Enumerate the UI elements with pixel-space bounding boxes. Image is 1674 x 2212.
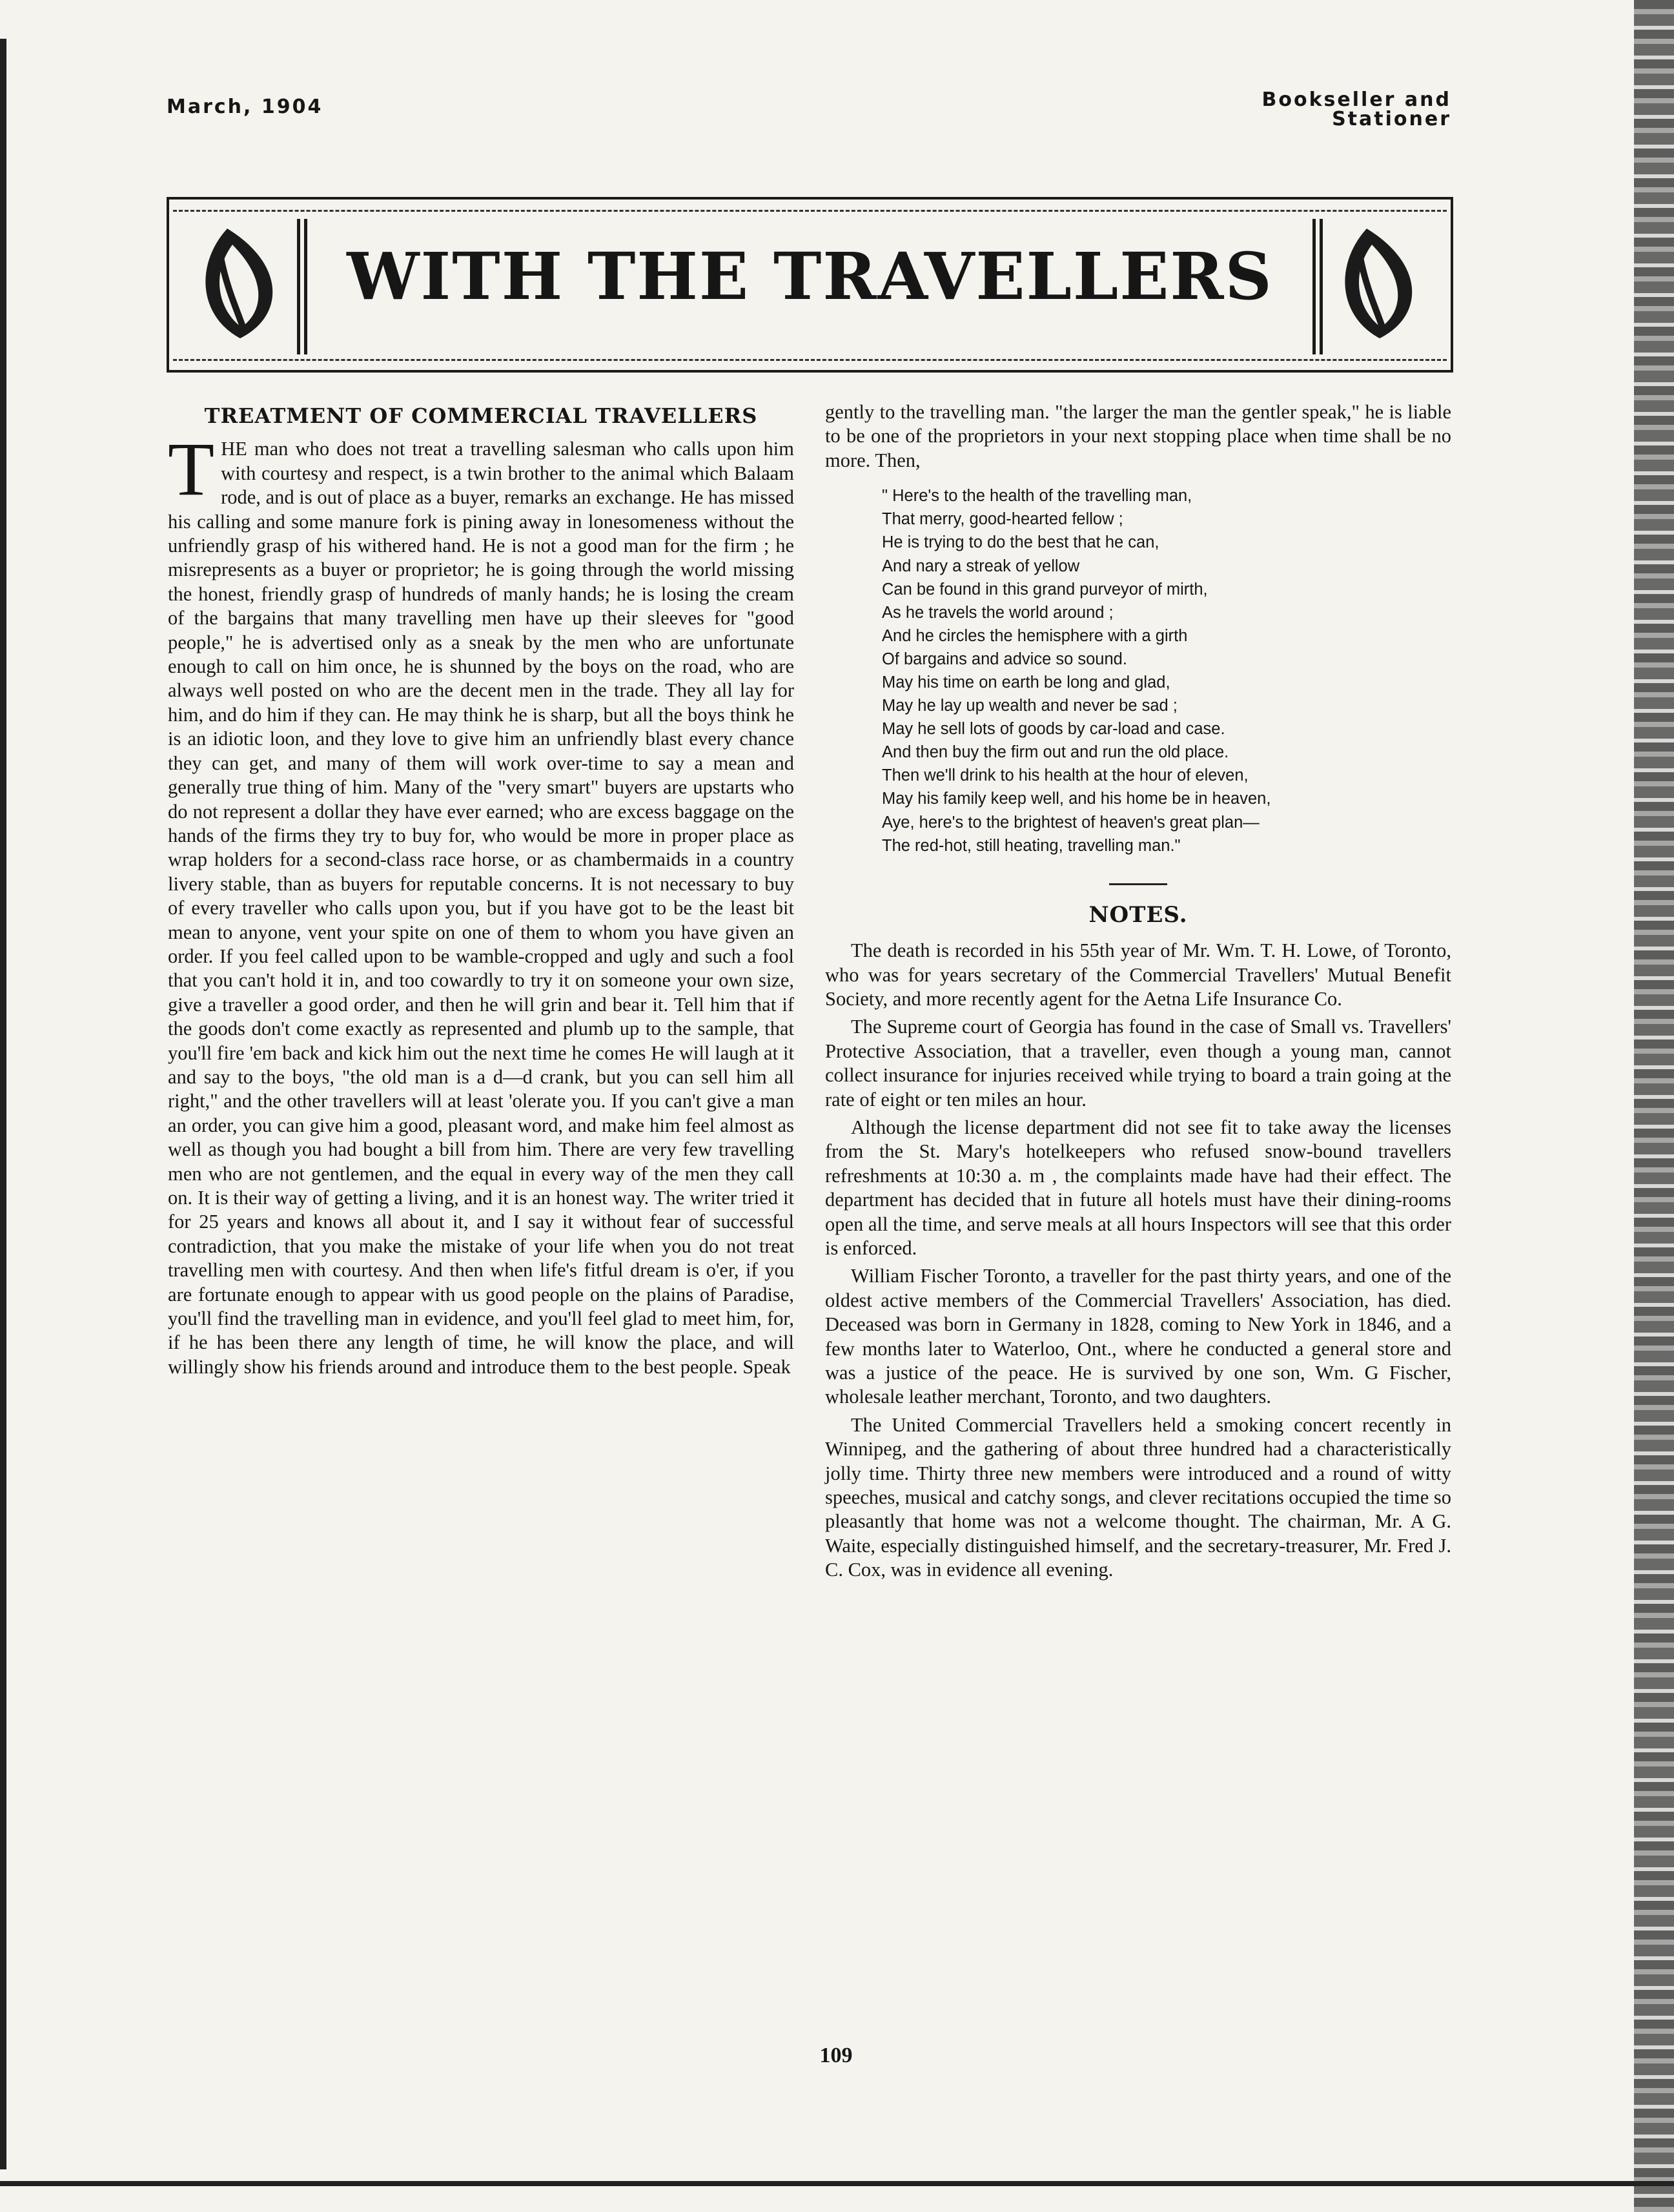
note-paragraph: Although the license department did not see fit to take away the licenses from the St. Mary's hotelkeepers who refused snow-bound travellers refreshments at 10:30 a. m , the complaints made have had their effect. The department has decided that in future all hotels must have their dining-rooms open all the time, and serve meals at all hours Inspectors will see that this order is enforced. <box>825 1116 1451 1259</box>
banner-rule-top <box>173 210 1447 212</box>
banner-divider-left <box>297 219 307 354</box>
scan-border-left <box>0 39 6 2169</box>
poem-line: He is trying to do the best that he can, <box>882 533 1159 552</box>
issue-date: March, 1904 <box>167 96 323 118</box>
poem-line: And then buy the firm out and run the old place. <box>882 743 1229 762</box>
notes-heading: NOTES. <box>1088 901 1188 928</box>
poem-line: May he lay up wealth and never be sad ; <box>882 697 1178 715</box>
section-title: WITH THE TRAVELLERS <box>347 238 1273 314</box>
scan-border-right <box>1634 0 1674 2212</box>
poem-line: May he sell lots of goods by car-load and case. <box>882 720 1225 739</box>
poem <box>882 484 1451 857</box>
publication-name <box>1262 90 1451 129</box>
poem-line: As he travels the world around ; <box>882 603 1114 622</box>
banner-rule-bottom <box>173 359 1447 361</box>
poem-line: " Here's to the health of the travelling man, <box>882 487 1192 506</box>
poem-line: Then we'll drink to his health at the hour of eleven, <box>882 766 1249 785</box>
publication-name-line1: Bookseller and <box>1261 88 1451 111</box>
section-rule <box>1109 883 1167 885</box>
column-left <box>168 400 794 1383</box>
note-paragraph: William Fischer Toronto, a traveller for the past thirty years, and one of the oldest active members of the Commercial Travellers' Association, has died. Deceased was born in Germany in 1828, coming to New York in 1846, and a few months later to Waterloo, Ont., where he conducted a general store and was a justice of the peace. He is survived by one son, Wm. G Fischer, wholesale leather merchant, Toronto, and two daughters. <box>825 1265 1451 1408</box>
poem-line: That merry, good-hearted fellow ; <box>882 510 1123 529</box>
poem-line: Aye, here's to the brightest of heaven's great plan— <box>882 813 1260 832</box>
leaf-ornament-icon <box>1322 219 1438 348</box>
poem-line: The red-hot, still heating, travelling man." <box>882 836 1181 855</box>
page-number: 109 <box>819 2043 853 2067</box>
article-body <box>168 427 794 1379</box>
note-paragraph: The United Commercial Travellers held a smoking concert recently in Winnipeg, and the gathering of about three hundred had a characteristically jolly time. Thirty three new members were introduced and a round of witty speeches, musical and catchy songs, and clever recitations occupied the time so pleasantly that home was not a welcome thought. The chairman, Mr. A G. Waite, especially distinguished himself, and the secretary-treasurer, Mr. Fred J. C. Cox, was in evidence all evening. <box>825 1413 1451 1581</box>
poem-line: Can be found in this grand purveyor of mirth, <box>882 580 1208 599</box>
article-body-continued: gently to the travelling man. "the larger the man the gentler speak," he is liable to be one of the proprietors in your next stopping place when time shall be no more. Then, <box>825 401 1451 471</box>
poem-line: May his time on earth be long and glad, <box>882 673 1170 691</box>
article-heading: TREATMENT OF COMMERCIAL TRAVELLERS <box>204 404 758 428</box>
poem-line: And nary a streak of yellow <box>882 557 1080 575</box>
article-body-text: HE man who does not treat a travelling salesman who calls upon him with courtesy and respect, is a twin brother to the animal which Balaam rode, and is out of place as a buyer, remarks an exchange. He has missed his calling and some manure fork is pining away in lonesomeness without the unfriendly grasp of his withered hand. He is not a good man for the firm ; he misrepresents as a buyer or proprietor; he is going through the world missing the honest, friendly grasp of hundreds of manly hands; he is losing the cream of the bargains that many travelling men have up their sleeves for "good people," he is advertised only as a sneak by the men who are unfortunate enough to call on him once, he is shunned by the boys on the road, who are always well posted on who are the decent men in the trade. They all lay for him, and do him if they can. He may think he is sharp, but all the boys think he is an idiotic loon, and they love to give him an unfriendly blast every chance they can get, and many of them will work over-time to say a mean and generally true thing of him. Many of the "very smart" buyers are upstarts who do not represent a dollar they have ever earned; who are excess baggage on the hands of the firms they try to buy for, who would be more in proper place as wrap holders for a second-class race horse, or as chambermaids in a country livery stable, than as buyers for reputable concerns. It is not necessary to buy of every traveller who calls upon you, but if you have got to be the least bit mean to anyone, vent your spite on one of them to whom you have given an order. If you feel called upon to be wamble-cropped and ugly and such a fool that you can't hold it in, and too cowardly to try it on someone your own size, give a traveller a good order, and then he will grin and bear it. Tell him that if the goods don't come exactly as represented and plumb up to the sample, that you'll fire 'em back and kick him out the next time he comes He will laugh at it and say to the boys, "the old man is a d—d crank, but you can sell him all right," and the other travellers will at least 'olerate you. If you can't give a man an order, you can give him a good, pleasant word, and make him feel almost as well as though you had bought a bill from him. There are very few travelling men who are not gentlemen, and the equal in every way of the men they call on. It is their way of getting a living, and it is an honest way. The writer tried it for 25 years and knows all about it, and I say it without fear of successful contradiction, that you make the mistake of your life when you do not treat travelling men with courtesy. And then when life's fitful dream is o'er, if you are fortunate enough to appear with us good people on the plains of Paradise, you'll find the travelling man in evidence, and you'll feel glad to meet him, for, if he has been there any length of time, he will know the place, and will willingly show his friends around and introduce them to the best people. Speak <box>168 438 794 1378</box>
note-paragraph: The Supreme court of Georgia has found in the case of Small vs. Travellers' Protective Association, that a traveller, even though a young man, cannot collect insurance for injuries received while trying to board a train going at the rate of eight or ten miles an hour. <box>825 1016 1451 1111</box>
publication-name-line2: Stationer <box>1332 108 1451 130</box>
section-banner <box>167 197 1453 373</box>
poem-line: Of bargains and advice so sound. <box>882 650 1127 668</box>
poem-line: May his family keep well, and his home be in heaven, <box>882 790 1271 808</box>
poem-line: And he circles the hemisphere with a girth <box>882 626 1188 645</box>
note-paragraph: The death is recorded in his 55th year of Mr. Wm. T. H. Lowe, of Toronto, who was for years secretary of the Commercial Travellers' Mutual Benefit Society, and more recently agent for the Aetna Life Insurance Co. <box>825 939 1451 1010</box>
scan-border-bottom <box>0 2181 1674 2186</box>
column-right <box>825 400 1451 1586</box>
drop-cap: T <box>168 427 215 512</box>
leaf-ornament-icon <box>182 219 298 348</box>
